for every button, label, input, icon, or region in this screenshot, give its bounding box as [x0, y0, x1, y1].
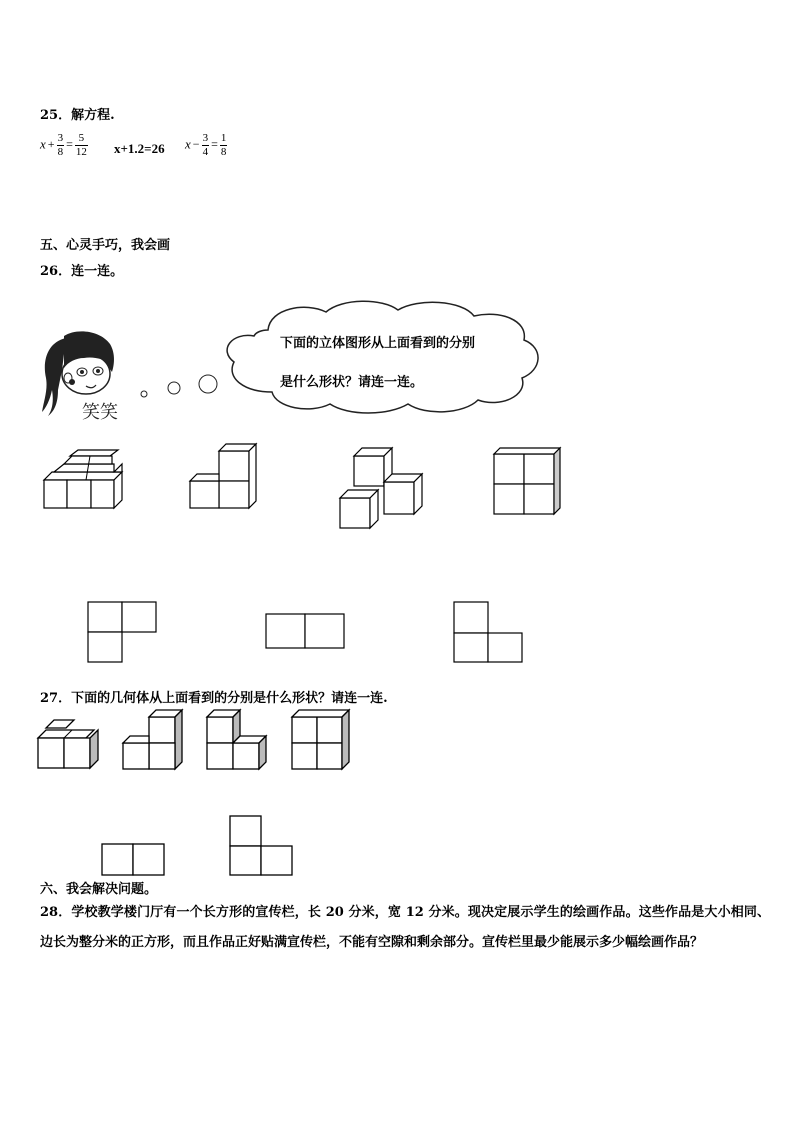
solid-b: [188, 434, 268, 514]
eq1-den-right: 12: [75, 146, 87, 158]
eq1-frac-left: [57, 132, 65, 159]
q25-label: 25．解方程.: [40, 108, 115, 123]
eq3-var: x: [185, 136, 191, 152]
solid-c: [338, 440, 438, 540]
top-view-b: [264, 612, 354, 652]
q26-label: 26．连一连。: [40, 264, 124, 279]
bubble-line-1: 下面的立体图形从上面看到的分别: [280, 336, 476, 351]
thought-bubble: [218, 296, 558, 416]
eq1-num-left: 3: [57, 132, 64, 144]
solid-27-a: [36, 724, 106, 774]
solid-27-d: [290, 708, 360, 778]
q28-text: 28．学校教学楼门厅有一个长方形的宣传栏，长 20 分米，宽 12 分米。现决定展示学生的绘画作品。这些作品是大小相同、边长为整分米的正方形，而且作品正好贴满宣传栏，不能有空隙和剩余部分。宣传栏里最少能展示多少幅绘画作品？: [40, 905, 770, 950]
eq3-equals: =: [211, 137, 218, 152]
solid-27-c: [205, 708, 275, 778]
girl-name: 笑笑: [82, 402, 118, 423]
eq3-frac-right: [220, 132, 228, 159]
girl-illustration: [38, 330, 148, 450]
eq1-frac-right: [75, 132, 88, 159]
section-6-title: 六、我会解决问题。: [40, 882, 158, 897]
equation-2: x+1.2=26: [114, 141, 165, 156]
eq3-den-right: 8: [220, 146, 227, 158]
eq3-num-left: 3: [202, 132, 209, 144]
equation-1: [40, 132, 88, 159]
eq3-frac-left: [202, 132, 210, 159]
eq1-var: x: [40, 136, 46, 152]
solid-d: [490, 444, 580, 524]
equation-3: [185, 132, 227, 159]
top-view-27-b: [228, 814, 298, 884]
eq3-num-right: 1: [220, 132, 227, 144]
eq3-den-left: 4: [202, 146, 209, 158]
eq1-num-right: 5: [75, 132, 88, 146]
solid-a: [40, 450, 130, 520]
q27-label: 27．下面的几何体从上面看到的分别是什么形状？请连一连.: [40, 691, 388, 706]
top-view-c: [452, 600, 532, 670]
top-view-a: [86, 600, 166, 670]
eq1-equals: =: [66, 137, 73, 152]
top-view-27-a: [100, 842, 170, 882]
eq1-den-left: 8: [57, 146, 64, 158]
section-5-title: 五、心灵手巧，我会画: [40, 238, 171, 253]
eq3-op: −: [192, 137, 200, 152]
eq1-op: +: [47, 137, 55, 152]
bubble-line-2: 是什么形状？请连一连。: [280, 375, 424, 390]
solid-27-b: [122, 708, 192, 778]
